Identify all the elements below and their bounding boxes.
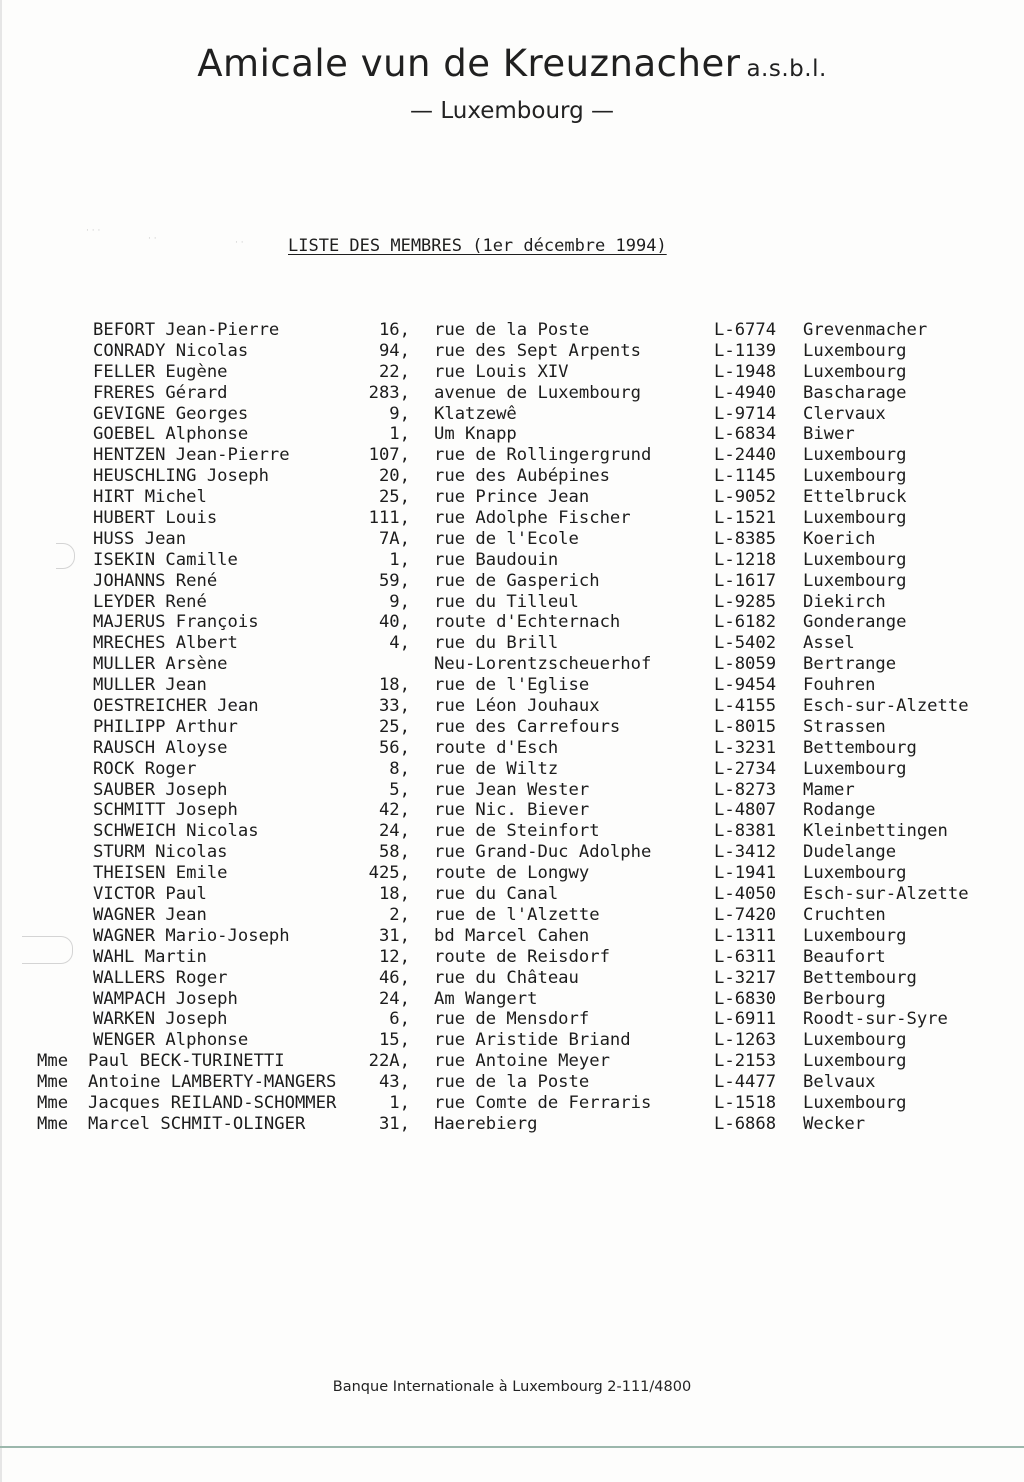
member-row <box>0 550 1024 571</box>
house-number: 22, <box>378 361 410 382</box>
member-row <box>0 1009 1024 1030</box>
house-number: 425, <box>368 863 410 884</box>
member-name: VICTOR Paul <box>93 884 207 905</box>
member-row <box>0 738 1024 759</box>
street: rue de l'Eglise <box>434 675 590 696</box>
postal-code: L-8059 <box>714 654 777 675</box>
house-number: 5, <box>389 779 410 800</box>
street: rue Léon Jouhaux <box>434 696 600 717</box>
street: Um Knapp <box>434 424 517 445</box>
street: route d'Echternach <box>434 612 621 633</box>
member-row <box>0 926 1024 947</box>
member-name: MRECHES Albert <box>93 633 238 654</box>
city: Cruchten <box>803 904 886 925</box>
street: route d'Esch <box>434 737 559 758</box>
bank-details: Banque Internationale à Luxembourg 2-111/4800 <box>332 1379 692 1395</box>
member-name: LEYDER René <box>93 591 207 612</box>
member-row <box>0 424 1024 445</box>
city: Dudelange <box>803 842 897 863</box>
street: rue de Steinfort <box>434 821 600 842</box>
street: rue de l'Ecole <box>434 528 579 549</box>
member-row <box>0 989 1024 1010</box>
street: rue Adolphe Fischer <box>434 508 631 529</box>
street: rue du Canal <box>434 884 559 905</box>
postal-code: L-5402 <box>714 633 777 654</box>
member-row <box>0 362 1024 383</box>
postal-code: L-8015 <box>714 716 777 737</box>
house-number: 15, <box>378 1030 410 1051</box>
member-row <box>0 654 1024 675</box>
member-name: HEUSCHLING Joseph <box>93 466 269 487</box>
postal-code: L-2153 <box>714 1051 777 1072</box>
association-title <box>0 42 1024 85</box>
scan-speck: · · · <box>86 226 101 236</box>
member-name: MAJERUS François <box>93 612 259 633</box>
street: rue des Sept Arpents <box>434 340 641 361</box>
house-number: 8, <box>389 758 410 779</box>
street: rue Louis XIV <box>434 361 569 382</box>
city: Esch-sur-Alzette <box>803 696 969 717</box>
member-row <box>0 1093 1024 1114</box>
street: rue Aristide Briand <box>434 1030 631 1051</box>
member-name: BEFORT Jean-Pierre <box>93 320 280 340</box>
postal-code: L-6774 <box>714 320 777 340</box>
member-name: ROCK Roger <box>93 758 197 779</box>
member-row <box>0 842 1024 863</box>
city: Luxembourg <box>803 570 907 591</box>
association-suffix: a.s.b.l. <box>746 56 827 82</box>
postal-code: L-9454 <box>714 675 777 696</box>
street: rue des Aubépines <box>434 466 610 487</box>
street: route de Longwy <box>434 863 590 884</box>
city: Grevenmacher <box>803 320 928 340</box>
member-row <box>0 529 1024 550</box>
city: Luxembourg <box>803 925 907 946</box>
house-number: 18, <box>378 884 410 905</box>
postal-code: L-3412 <box>714 842 777 863</box>
member-name: THEISEN Emile <box>93 863 228 884</box>
city: Biwer <box>803 424 855 445</box>
postal-code: L-1139 <box>714 340 777 361</box>
postal-code: L-1145 <box>714 466 777 487</box>
house-number: 4, <box>389 633 410 654</box>
city: Kleinbettingen <box>803 821 948 842</box>
house-number: 33, <box>378 696 410 717</box>
member-name: STURM Nicolas <box>93 842 228 863</box>
postal-code: L-4807 <box>714 800 777 821</box>
postal-code: L-4940 <box>714 382 777 403</box>
member-row <box>0 947 1024 968</box>
member-name: Antoine LAMBERTY-MANGERS <box>88 1072 337 1093</box>
house-number: 24, <box>378 988 410 1009</box>
city: Koerich <box>803 528 876 549</box>
postal-code: L-7420 <box>714 904 777 925</box>
street: rue de la Poste <box>434 320 590 340</box>
house-number: 18, <box>378 675 410 696</box>
member-name: ISEKIN Camille <box>93 549 238 570</box>
member-row <box>0 675 1024 696</box>
member-row <box>0 717 1024 738</box>
city: Luxembourg <box>803 508 907 529</box>
house-number: 59, <box>378 570 410 591</box>
member-row <box>0 592 1024 613</box>
city: Wecker <box>803 1113 866 1134</box>
house-number: 25, <box>378 716 410 737</box>
postal-code: L-1521 <box>714 508 777 529</box>
member-row <box>0 905 1024 926</box>
member-title: Mme <box>37 1113 69 1134</box>
member-row <box>0 1114 1024 1135</box>
postal-code: L-1311 <box>714 925 777 946</box>
city: Luxembourg <box>803 340 907 361</box>
street: rue de l'Alzette <box>434 904 600 925</box>
member-name: Marcel SCHMIT-OLINGER <box>88 1113 306 1134</box>
city: Beaufort <box>803 946 886 967</box>
member-row <box>0 800 1024 821</box>
member-title: Mme <box>37 1092 69 1113</box>
city: Luxembourg <box>803 361 907 382</box>
postal-code: L-8385 <box>714 528 777 549</box>
member-row <box>0 320 1024 341</box>
house-number: 1, <box>389 424 410 445</box>
street: rue des Carrefours <box>434 716 621 737</box>
postal-code: L-1617 <box>714 570 777 591</box>
postal-code: L-4477 <box>714 1072 777 1093</box>
city: Belvaux <box>803 1072 876 1093</box>
city: Diekirch <box>803 591 886 612</box>
member-name: RAUSCH Aloyse <box>93 737 228 758</box>
street: rue de Gasperich <box>434 570 600 591</box>
street: rue du Tilleul <box>434 591 579 612</box>
postal-code: L-6830 <box>714 988 777 1009</box>
street: rue Prince Jean <box>434 487 590 508</box>
postal-code: L-3217 <box>714 967 777 988</box>
city: Luxembourg <box>803 1092 907 1113</box>
postal-code: L-6311 <box>714 946 777 967</box>
postal-code: L-1941 <box>714 863 777 884</box>
postal-code: L-1218 <box>714 549 777 570</box>
house-number: 40, <box>378 612 410 633</box>
street: rue de Wiltz <box>434 758 559 779</box>
postal-code: L-6182 <box>714 612 777 633</box>
member-row <box>0 780 1024 801</box>
member-name: Paul BECK-TURINETTI <box>88 1051 285 1072</box>
city: Bertrange <box>803 654 897 675</box>
city: Ettelbruck <box>803 487 907 508</box>
street: rue du Château <box>434 967 579 988</box>
street: bd Marcel Cahen <box>434 925 590 946</box>
street: rue Comte de Ferraris <box>434 1092 652 1113</box>
house-number: 31, <box>378 1113 410 1134</box>
postal-code: L-4155 <box>714 696 777 717</box>
house-number: 6, <box>389 1009 410 1030</box>
association-subtitle: — Luxembourg — <box>410 98 614 124</box>
member-row <box>0 863 1024 884</box>
house-number: 1, <box>389 549 410 570</box>
house-number: 56, <box>378 737 410 758</box>
house-number: 43, <box>378 1072 410 1093</box>
member-row <box>0 968 1024 989</box>
city: Bascharage <box>803 382 907 403</box>
member-row <box>0 759 1024 780</box>
city: Mamer <box>803 779 855 800</box>
postal-code: L-9714 <box>714 403 777 424</box>
member-row <box>0 466 1024 487</box>
house-number: 9, <box>389 591 410 612</box>
city: Fouhren <box>803 675 876 696</box>
member-name: HIRT Michel <box>93 487 207 508</box>
street: rue Baudouin <box>434 549 559 570</box>
member-name: WAMPACH Joseph <box>93 988 238 1009</box>
city: Berbourg <box>803 988 886 1009</box>
street: rue du Brill <box>434 633 559 654</box>
street: rue Jean Wester <box>434 779 590 800</box>
house-number: 111, <box>368 508 410 529</box>
member-name: CONRADY Nicolas <box>93 340 249 361</box>
member-name: OESTREICHER Jean <box>93 696 259 717</box>
street: Haerebierg <box>434 1113 538 1134</box>
city: Bettembourg <box>803 967 917 988</box>
house-number: 58, <box>378 842 410 863</box>
postal-code: L-3231 <box>714 737 777 758</box>
member-name: PHILIPP Arthur <box>93 716 238 737</box>
street: rue Antoine Meyer <box>434 1051 610 1072</box>
member-row <box>0 1030 1024 1051</box>
house-number: 24, <box>378 821 410 842</box>
postal-code: L-9052 <box>714 487 777 508</box>
member-list-title: LISTE DES MEMBRES (1er décembre 1994) <box>288 236 667 256</box>
city: Luxembourg <box>803 549 907 570</box>
member-row <box>0 508 1024 529</box>
street: rue de Mensdorf <box>434 1009 590 1030</box>
scan-speck: · · <box>148 234 157 244</box>
member-name: SCHMITT Joseph <box>93 800 238 821</box>
house-number: 16, <box>378 320 410 340</box>
member-name: FELLER Eugène <box>93 361 228 382</box>
postal-code: L-1263 <box>714 1030 777 1051</box>
house-number: 22A, <box>368 1051 410 1072</box>
postal-code: L-4050 <box>714 884 777 905</box>
city: Luxembourg <box>803 466 907 487</box>
member-title: Mme <box>37 1051 69 1072</box>
member-row <box>0 341 1024 362</box>
member-name: WAGNER Mario-Joseph <box>93 925 290 946</box>
member-row <box>0 445 1024 466</box>
city: Assel <box>803 633 855 654</box>
member-name: JOHANNS René <box>93 570 218 591</box>
city: Luxembourg <box>803 445 907 466</box>
street: rue Grand-Duc Adolphe <box>434 842 652 863</box>
city: Clervaux <box>803 403 886 424</box>
postal-code: L-8273 <box>714 779 777 800</box>
member-row <box>0 696 1024 717</box>
member-name: WAGNER Jean <box>93 904 207 925</box>
member-name: GEVIGNE Georges <box>93 403 249 424</box>
house-number: 283, <box>368 382 410 403</box>
member-name: WENGER Alphonse <box>93 1030 249 1051</box>
house-number: 94, <box>378 340 410 361</box>
member-name: GOEBEL Alphonse <box>93 424 249 445</box>
street: Neu-Lorentzscheuerhof <box>434 654 652 675</box>
postal-code: L-8381 <box>714 821 777 842</box>
city: Luxembourg <box>803 758 907 779</box>
house-number: 20, <box>378 466 410 487</box>
member-name: SAUBER Joseph <box>93 779 228 800</box>
street: rue Nic. Biever <box>434 800 590 821</box>
house-number: 31, <box>378 925 410 946</box>
city: Rodange <box>803 800 876 821</box>
postal-code: L-6911 <box>714 1009 777 1030</box>
postal-code: L-6834 <box>714 424 777 445</box>
member-row <box>0 1072 1024 1093</box>
member-name: HUSS Jean <box>93 528 187 549</box>
association-name: Amicale vun de Kreuznacher <box>197 42 741 85</box>
member-name: SCHWEICH Nicolas <box>93 821 259 842</box>
house-number: 107, <box>368 445 410 466</box>
member-name: WARKEN Joseph <box>93 1009 228 1030</box>
member-row <box>0 1051 1024 1072</box>
member-list <box>0 320 1024 1135</box>
street: route de Reisdorf <box>434 946 610 967</box>
house-number: 46, <box>378 967 410 988</box>
house-number: 42, <box>378 800 410 821</box>
city: Luxembourg <box>803 1051 907 1072</box>
bottom-rule <box>0 1446 1024 1448</box>
member-row <box>0 487 1024 508</box>
city: Esch-sur-Alzette <box>803 884 969 905</box>
street: Am Wangert <box>434 988 538 1009</box>
postal-code: L-2734 <box>714 758 777 779</box>
city: Bettembourg <box>803 737 917 758</box>
street: avenue de Luxembourg <box>434 382 641 403</box>
member-name: Jacques REILAND-SCHOMMER <box>88 1092 337 1113</box>
city: Strassen <box>803 716 886 737</box>
city: Luxembourg <box>803 1030 907 1051</box>
house-number: 25, <box>378 487 410 508</box>
house-number: 9, <box>389 403 410 424</box>
postal-code: L-1518 <box>714 1092 777 1113</box>
member-row <box>0 633 1024 654</box>
member-name: HENTZEN Jean-Pierre <box>93 445 290 466</box>
member-title: Mme <box>37 1072 69 1093</box>
member-row <box>0 383 1024 404</box>
house-number: 2, <box>389 904 410 925</box>
postal-code: L-1948 <box>714 361 777 382</box>
house-number: 1, <box>389 1092 410 1113</box>
member-row <box>0 404 1024 425</box>
member-name: MULLER Jean <box>93 675 207 696</box>
scan-speck: · · <box>235 238 244 248</box>
member-row <box>0 612 1024 633</box>
city: Luxembourg <box>803 863 907 884</box>
postal-code: L-9285 <box>714 591 777 612</box>
street: rue de la Poste <box>434 1072 590 1093</box>
margin-mark <box>22 936 73 964</box>
street: rue de Rollingergrund <box>434 445 652 466</box>
street: Klatzewê <box>434 403 517 424</box>
member-row <box>0 821 1024 842</box>
house-number: 12, <box>378 946 410 967</box>
member-name: HUBERT Louis <box>93 508 218 529</box>
member-name: FRERES Gérard <box>93 382 228 403</box>
postal-code: L-2440 <box>714 445 777 466</box>
city: Gonderange <box>803 612 907 633</box>
member-row <box>0 571 1024 592</box>
member-name: WAHL Martin <box>93 946 207 967</box>
member-name: MULLER Arsène <box>93 654 228 675</box>
city: Roodt-sur-Syre <box>803 1009 948 1030</box>
member-row <box>0 884 1024 905</box>
postal-code: L-6868 <box>714 1113 777 1134</box>
house-number: 7A, <box>378 528 410 549</box>
member-name: WALLERS Roger <box>93 967 228 988</box>
